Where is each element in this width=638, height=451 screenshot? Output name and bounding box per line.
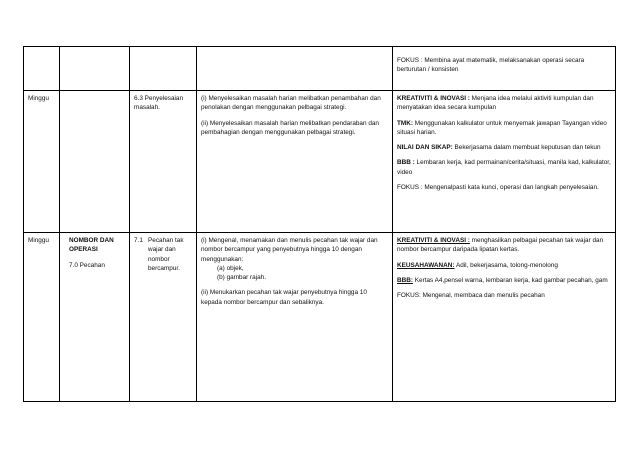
nilai-label: NILAI DAN SIKAP:: [397, 144, 453, 152]
tmk-label: TMK:: [397, 119, 413, 127]
objective-text: (ii) Menukarkan pecahan tak wajar penyebutnya hingga 10 kepada nombor bercampur dan sebaliknya.: [201, 289, 367, 306]
standard-cell: 6.3 Penyelesaian masalah.: [130, 91, 197, 233]
topic-subtitle: 7.0 Pecahan: [69, 261, 105, 269]
objective-subitem: (b) gambar rajah.: [217, 274, 267, 282]
objectives-cell: [197, 47, 393, 91]
standard-text: Pecahan tak wajar dan nombor bercampur.: [148, 237, 184, 272]
table-row: [24, 233, 616, 402]
week-cell: [24, 47, 60, 91]
kreativiti-label: KREATIVITI & INOVASI :: [397, 95, 470, 102]
objective-text: (ii) Menyelesaikan masalah harian melibatkan pendaraban dan pembahagian dengan menggunakan pelbagai strategi.: [201, 119, 379, 136]
kreativiti-label: KREATIVITI & INOVASI :: [397, 237, 470, 244]
kreativiti-note: [397, 236, 611, 255]
table-row: [24, 91, 616, 233]
topic-title: NOMBOR DAN OPERASI: [69, 237, 114, 254]
bbb-note: [397, 158, 611, 177]
bbb-label: BBB :: [397, 159, 415, 167]
fokus-note: FOKUS: Mengenal, membaca dan menulis pecahan: [397, 292, 545, 300]
tmk-note: [397, 119, 611, 138]
topic-cell: [60, 233, 130, 402]
standard-cell: [130, 47, 197, 91]
objective-text: (i) Menyelesaikan masalah harian melibatkan penambahan dan penolakan dengan menggunakan pelbagai strategi.: [201, 95, 381, 112]
bbb-note: [397, 276, 611, 285]
objectives-cell: [197, 91, 393, 233]
standard-cell: [130, 233, 197, 402]
kreativiti-text: menghasilkan pelbagai pecahan tak wajar dan nombor bercampur daripada lipatan kertas.: [397, 237, 604, 254]
notes-cell: [393, 91, 616, 233]
objective-text: (i) Mengenal, menamakan dan menulis pecahan tak wajar dan nombor bercampur yang penyebutnya hingga 10 dengan menggunakan:: [201, 237, 378, 263]
keusahawanan-label: KEUSAHAWANAN:: [397, 261, 455, 269]
week-cell: Minggu: [24, 91, 60, 233]
topic-cell: [60, 91, 130, 233]
lesson-plan-table: [23, 46, 616, 402]
fokus-note: FOKUS : Mengenalpasti kata kunci, operasi dan langkah penyelesaian.: [397, 183, 599, 191]
kreativiti-note: [397, 94, 611, 113]
keusahawanan-text: Adil, bekerjasama, tolong-menolong: [454, 261, 558, 269]
notes-cell: [393, 233, 616, 402]
kreativiti-text: Menjana idea melalui aktiviti kumpulan dan menyatakan idea secara kumpulan: [397, 95, 594, 112]
learning-standard: [134, 236, 192, 273]
objectives-cell: [197, 233, 393, 402]
bbb-text: Lembaran kerja, kad permainan/cerita/situasi, manila kad, kalkulator, video: [397, 159, 611, 176]
nilai-note: [397, 143, 611, 152]
objective-subitem: (a) objek,: [217, 264, 244, 272]
standard-number: 7.1: [134, 237, 143, 244]
week-cell: Minggu: [24, 233, 60, 402]
notes-cell: [393, 47, 616, 91]
bbb-label: BBB:: [397, 276, 413, 284]
topic-cell: [60, 47, 130, 91]
bbb-text: Kertas A4,pensel warna, lembaran kerja, kad gambar pecahan, gam: [412, 276, 608, 284]
keusahawanan-note: [397, 261, 611, 270]
table-row: [24, 47, 616, 91]
tmk-text: Menggunakan kalkulator untuk menyemak jawapan Tayangan video situasi harian.: [397, 119, 607, 136]
focus-text: FOKUS : Membina ayat matematik, melaksanakan operasi secara berturutan / konsisten: [397, 57, 585, 74]
nilai-text: Bekerjasama dalam membuat keputusan dan tekun: [452, 144, 601, 152]
